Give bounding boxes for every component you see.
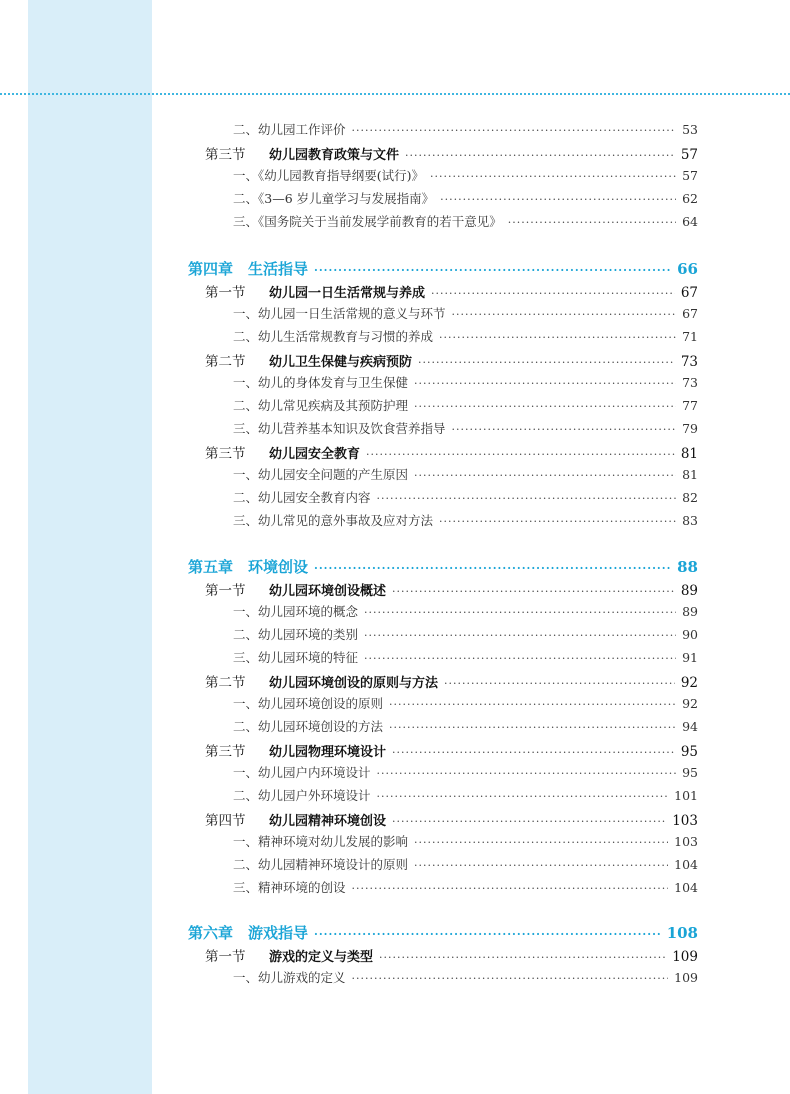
toc-page-number: 88 — [677, 558, 698, 576]
toc-item[interactable] — [233, 511, 698, 533]
toc-page-number: 89 — [680, 583, 698, 599]
leader-dots — [440, 193, 676, 206]
section-title: 幼儿园一日生活常规与养成 — [269, 286, 426, 301]
section-title: 幼儿园环境创设概述 — [269, 584, 387, 599]
leader-dots — [392, 815, 666, 828]
leader-dots — [364, 629, 676, 642]
section-title: 幼儿园安全教育 — [269, 447, 361, 462]
toc-item-title: 二、幼儿园户外环境设计 — [233, 788, 371, 803]
toc-item[interactable] — [233, 855, 698, 877]
toc-page-number: 101 — [674, 788, 698, 803]
toc-page-number: 103 — [674, 834, 698, 849]
leader-dots — [352, 972, 669, 985]
toc-section[interactable] — [205, 809, 698, 831]
leader-dots — [377, 492, 677, 505]
toc-item-title: 三、幼儿常见的意外事故及应对方法 — [233, 513, 434, 528]
leader-dots — [508, 216, 676, 229]
toc-page-number: 73 — [680, 354, 698, 370]
section-label: 第三节 — [205, 147, 246, 163]
toc-item-title: 一、幼儿游戏的定义 — [233, 970, 346, 985]
toc-page-number: 71 — [682, 329, 698, 344]
toc-page-number: 62 — [682, 191, 698, 206]
toc-item[interactable] — [233, 832, 698, 854]
toc-item-title: 一、幼儿园一日生活常规的意义与环节 — [233, 306, 446, 321]
section-label: 第四节 — [205, 813, 246, 829]
section-label: 第二节 — [205, 675, 246, 691]
leader-dots — [418, 356, 675, 369]
toc-item[interactable] — [233, 878, 698, 900]
leader-dots — [430, 170, 676, 183]
toc-item-title: 一、幼儿园户内环境设计 — [233, 765, 371, 780]
section-title: 幼儿园物理环境设计 — [269, 745, 387, 760]
toc-item-title: 二、《3—6 岁儿童学习与发展指南》 — [233, 191, 435, 206]
toc-page-number: 103 — [672, 813, 698, 829]
toc-item-title: 二、幼儿园安全教育内容 — [233, 490, 371, 505]
leader-dots — [414, 469, 676, 482]
leader-dots — [366, 448, 675, 461]
toc-section[interactable] — [205, 579, 698, 601]
toc-page-number: 90 — [682, 627, 698, 642]
toc-page-number: 104 — [674, 857, 698, 872]
toc-item-title: 二、幼儿园环境创设的方法 — [233, 719, 384, 734]
toc-page-number: 92 — [682, 696, 698, 711]
leader-dots — [364, 652, 676, 665]
toc-item[interactable] — [233, 212, 698, 234]
leader-dots — [352, 882, 669, 895]
section-label: 第一节 — [205, 949, 246, 965]
leader-dots — [431, 287, 675, 300]
toc-page-number: 57 — [682, 168, 698, 183]
section-label: 第三节 — [205, 446, 246, 462]
toc-item[interactable] — [233, 648, 698, 670]
leader-dots — [392, 585, 675, 598]
leader-dots — [444, 677, 675, 690]
toc-item-title: 一、幼儿园环境的概念 — [233, 604, 359, 619]
dotted-header-rule — [0, 93, 790, 95]
toc-item-title: 三、精神环境的创设 — [233, 880, 346, 895]
toc-item-title: 一、精神环境对幼儿发展的影响 — [233, 834, 409, 849]
leader-dots — [439, 331, 676, 344]
toc-page-number: 82 — [682, 490, 698, 505]
section-title: 游戏的定义与类型 — [269, 950, 374, 965]
toc-page-number: 64 — [682, 214, 698, 229]
toc-page-number: 77 — [682, 398, 698, 413]
leader-dots — [379, 951, 666, 964]
toc-page-number: 81 — [682, 467, 698, 482]
toc-item[interactable] — [233, 786, 698, 808]
toc-item[interactable] — [233, 488, 698, 510]
section-label: 第一节 — [205, 583, 246, 599]
toc-chapter[interactable] — [188, 922, 698, 944]
leader-dots — [414, 377, 676, 390]
toc-item-title: 一、《幼儿园教育指导纲要(试行)》 — [233, 168, 425, 183]
toc-item-title: 二、幼儿园工作评价 — [233, 122, 346, 137]
leader-dots — [389, 698, 676, 711]
toc-page-number: 89 — [682, 604, 698, 619]
leader-dots — [364, 606, 676, 619]
leader-dots — [392, 746, 675, 759]
toc-section[interactable] — [205, 350, 698, 372]
toc-item-title: 二、幼儿园精神环境设计的原则 — [233, 857, 409, 872]
toc-section[interactable] — [205, 143, 698, 165]
leader-dots — [414, 836, 668, 849]
section-label: 第三节 — [205, 744, 246, 760]
toc-item-title: 一、幼儿的身体发育与卫生保健 — [233, 375, 409, 390]
toc-item-title: 三、幼儿园环境的特征 — [233, 650, 359, 665]
leader-dots — [314, 928, 661, 941]
toc-item[interactable] — [233, 602, 698, 624]
leader-dots — [352, 124, 677, 137]
toc-item[interactable] — [233, 166, 698, 188]
toc-page-number: 108 — [666, 924, 698, 942]
toc-chapter[interactable] — [188, 258, 698, 280]
chapter-title: 第四章 生活指导 — [188, 260, 309, 278]
toc-page-number: 109 — [672, 949, 698, 965]
toc-item-title: 三、幼儿营养基本知识及饮食营养指导 — [233, 421, 446, 436]
section-label: 第二节 — [205, 354, 246, 370]
toc-page-number: 73 — [682, 375, 698, 390]
toc-item[interactable] — [233, 373, 698, 395]
toc-item-title: 一、幼儿园安全问题的产生原因 — [233, 467, 409, 482]
leader-dots — [314, 562, 671, 575]
toc-page-number: 92 — [680, 675, 698, 691]
toc-page-number: 94 — [682, 719, 698, 734]
toc-item-title: 一、幼儿园环境创设的原则 — [233, 696, 384, 711]
toc-item[interactable] — [233, 968, 698, 990]
toc-section[interactable] — [205, 281, 698, 303]
leader-dots — [377, 767, 677, 780]
side-band — [28, 0, 152, 1094]
toc-page-number: 66 — [677, 260, 698, 278]
toc-section[interactable] — [205, 945, 698, 967]
leader-dots — [414, 859, 668, 872]
toc-page-number: 81 — [680, 446, 698, 462]
toc-item[interactable] — [233, 120, 698, 142]
toc-page-number: 57 — [680, 147, 698, 163]
toc-page-number: 95 — [682, 765, 698, 780]
chapter-title: 第六章 游戏指导 — [188, 924, 309, 942]
toc-item-title: 二、幼儿生活常规教育与习惯的养成 — [233, 329, 434, 344]
leader-dots — [452, 423, 677, 436]
toc-item[interactable] — [233, 419, 698, 441]
leader-dots — [389, 721, 676, 734]
leader-dots — [439, 515, 676, 528]
toc-item[interactable] — [233, 189, 698, 211]
leader-dots — [377, 790, 669, 803]
toc-page-number: 109 — [674, 970, 698, 985]
toc-item[interactable] — [233, 694, 698, 716]
toc-page-number: 67 — [680, 285, 698, 301]
leader-dots — [414, 400, 676, 413]
section-label: 第一节 — [205, 285, 246, 301]
toc-item-title: 三、《国务院关于当前发展学前教育的若干意见》 — [233, 214, 502, 229]
section-title: 幼儿园环境创设的原则与方法 — [269, 676, 439, 691]
toc-item[interactable] — [233, 327, 698, 349]
toc-section[interactable] — [205, 442, 698, 464]
toc-item[interactable] — [233, 763, 698, 785]
leader-dots — [314, 264, 671, 277]
toc-page-number: 83 — [682, 513, 698, 528]
leader-dots — [452, 308, 677, 321]
toc-item[interactable] — [233, 304, 698, 326]
section-title: 幼儿园精神环境创设 — [269, 814, 387, 829]
toc-item[interactable] — [233, 465, 698, 487]
toc-item-title: 二、幼儿园环境的类别 — [233, 627, 359, 642]
toc-page-number: 104 — [674, 880, 698, 895]
toc-item-title: 二、幼儿常见疾病及其预防护理 — [233, 398, 409, 413]
toc-page-number: 67 — [682, 306, 698, 321]
toc-item[interactable] — [233, 717, 698, 739]
toc-item[interactable] — [233, 396, 698, 418]
toc-page-number: 79 — [682, 421, 698, 436]
chapter-title: 第五章 环境创设 — [188, 558, 309, 576]
section-title: 幼儿园教育政策与文件 — [269, 148, 400, 163]
toc-page-number: 95 — [680, 744, 698, 760]
toc-item[interactable] — [233, 625, 698, 647]
toc-chapter[interactable] — [188, 556, 698, 578]
toc-page-number: 91 — [682, 650, 698, 665]
toc-section[interactable] — [205, 740, 698, 762]
leader-dots — [405, 149, 675, 162]
section-title: 幼儿卫生保健与疾病预防 — [269, 355, 413, 370]
toc-page-number: 53 — [682, 122, 698, 137]
toc-section[interactable] — [205, 671, 698, 693]
